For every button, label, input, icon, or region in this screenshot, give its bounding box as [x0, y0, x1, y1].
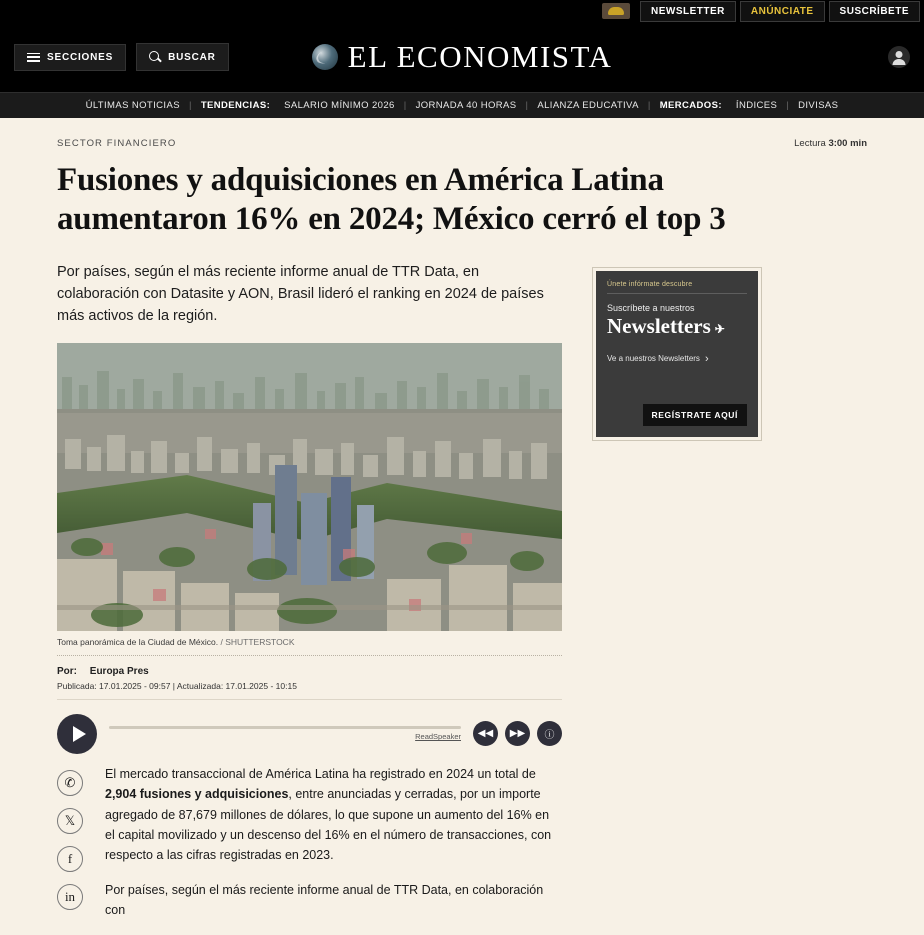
- nav-separator: |: [647, 100, 651, 111]
- byline-author[interactable]: Europa Pres: [89, 665, 149, 677]
- search-button-label: BUSCAR: [168, 51, 216, 63]
- nav-item-divisas[interactable]: DIVISAS: [798, 100, 839, 111]
- play-icon[interactable]: [57, 714, 97, 754]
- audio-player: [57, 714, 562, 754]
- article-kicker[interactable]: SECTOR FINANCIERO: [57, 138, 177, 149]
- paragraph-segment-bold: 2,904 fusiones y adquisiciones: [105, 787, 289, 802]
- article-body: [105, 764, 562, 935]
- read-time: [794, 138, 867, 149]
- image-caption: [57, 631, 562, 656]
- masthead: [0, 22, 924, 92]
- fast-forward-icon[interactable]: ▶▶: [505, 721, 530, 746]
- paragraph-segment: El mercado transaccional de América Latina ha registrado en 2024 un total de: [105, 766, 536, 781]
- nav-item-mercados[interactable]: MERCADOS:: [659, 100, 722, 111]
- nav-item-jornada-40-horas[interactable]: JORNADA 40 HORAS: [415, 100, 517, 111]
- promo-title-row: [607, 314, 747, 339]
- user-account-icon[interactable]: [888, 46, 910, 68]
- article-paragraph: [105, 764, 562, 866]
- facebook-share-icon[interactable]: f: [57, 846, 83, 872]
- article-page: [0, 118, 924, 918]
- nav-separator: |: [525, 100, 529, 111]
- article-dates: Publicada: 17.01.2025 - 09:57 | Actualizada: 17.01.2025 - 10:15: [57, 681, 562, 700]
- masthead-left-controls: [14, 43, 229, 71]
- readspeaker-brand[interactable]: ReadSpeaker: [415, 732, 461, 742]
- search-button[interactable]: [136, 43, 229, 71]
- register-button[interactable]: REGÍSTRATE AQUÍ: [643, 404, 747, 426]
- masthead-right-controls: [888, 46, 910, 68]
- rewind-icon[interactable]: ◀◀: [473, 721, 498, 746]
- sidebar-column: [592, 261, 762, 935]
- article-standfirst: Por países, según el más reciente informe anual de TTR Data, en colaboración con Datasite y AON, Brasil lideró el ranking en 2024 de países más activos de la región.: [57, 263, 544, 324]
- nav-item-salario-minimo[interactable]: SALARIO MÍNIMO 2026: [284, 100, 395, 111]
- main-column: [57, 261, 562, 935]
- hand-coin-icon[interactable]: [602, 3, 630, 19]
- nav-item-tendencias[interactable]: TENDENCIAS:: [200, 100, 271, 111]
- share-rail: [57, 764, 87, 935]
- byline: [57, 656, 562, 677]
- chevron-right-icon: ›: [704, 352, 709, 365]
- section-nav: [0, 92, 924, 118]
- hero-image: [57, 343, 562, 631]
- search-icon: [149, 51, 161, 63]
- content-columns: [57, 261, 867, 935]
- topbar-item-suscribete[interactable]: SUSCRÍBETE: [829, 1, 920, 22]
- article-paragraph: Por países, según el más reciente informe anual de TTR Data, en colaboración con: [105, 882, 544, 918]
- page-title: Fusiones y adquisiciones en América Latina aumentaron 16% en 2024; México cerró el top 3: [57, 162, 726, 237]
- nav-separator: |: [786, 100, 790, 111]
- nav-item-ultimas-noticias[interactable]: ÚLTIMAS NOTICIAS: [85, 100, 180, 111]
- byline-label: Por:: [57, 665, 77, 677]
- promo-subtitle: Suscríbete a nuestros: [607, 302, 695, 313]
- nav-item-indices[interactable]: ÍNDICES: [735, 100, 778, 111]
- nav-item-alianza-educativa[interactable]: ALIANZA EDUCATIVA: [537, 100, 639, 111]
- topbar-item-anunciate[interactable]: ANÚNCIATE: [740, 1, 825, 22]
- topbar-item-newsletter[interactable]: NEWSLETTER: [640, 1, 736, 22]
- newsletter-promo[interactable]: [592, 267, 762, 441]
- paragraph-segment: , entre anunciadas y cerradas, por un importe agregado de 87,679 millones de dólares, lo que supone un aumento del 16% en el capital movilizado y un descenso del 16% en el número de transacciones, con respecto a las cifras registradas en 2023.: [105, 787, 552, 863]
- read-time-label: Lectura: [794, 138, 826, 149]
- promo-eyebrow: Únete infórmate descubre: [607, 280, 693, 288]
- sections-button[interactable]: [14, 44, 126, 71]
- image-credit: / SHUTTERSTOCK: [220, 636, 295, 647]
- promo-link-label: Ve a nuestros Newsletters: [607, 354, 700, 364]
- logo-globe-icon: [312, 44, 338, 70]
- hamburger-menu-icon: [27, 53, 40, 62]
- audio-controls: [473, 721, 562, 746]
- whatsapp-share-icon[interactable]: ✆: [57, 770, 83, 796]
- volume-info-icon[interactable]: ⓘ: [537, 721, 562, 746]
- article-body-row: [57, 764, 562, 935]
- x-twitter-share-icon[interactable]: 𝕏: [57, 808, 83, 834]
- promo-link[interactable]: [607, 353, 747, 365]
- audio-progress-bar[interactable]: [109, 726, 461, 729]
- paper-plane-icon: ✈: [714, 321, 725, 336]
- linkedin-share-icon[interactable]: in: [57, 884, 83, 910]
- site-logo-text: EL ECONOMISTA: [347, 39, 613, 74]
- read-time-value: 3:00 min: [828, 138, 867, 149]
- image-caption-text: Toma panorámica de la Ciudad de México.: [57, 636, 219, 647]
- promo-title: Newsletters: [607, 313, 711, 338]
- nav-separator: |: [403, 100, 407, 111]
- article-meta-row: [57, 138, 867, 149]
- sections-button-label: SECCIONES: [47, 51, 114, 63]
- nav-separator: |: [188, 100, 192, 111]
- promo-divider: [607, 293, 747, 294]
- top-utility-bar: [0, 0, 924, 22]
- audio-progress[interactable]: [109, 726, 461, 741]
